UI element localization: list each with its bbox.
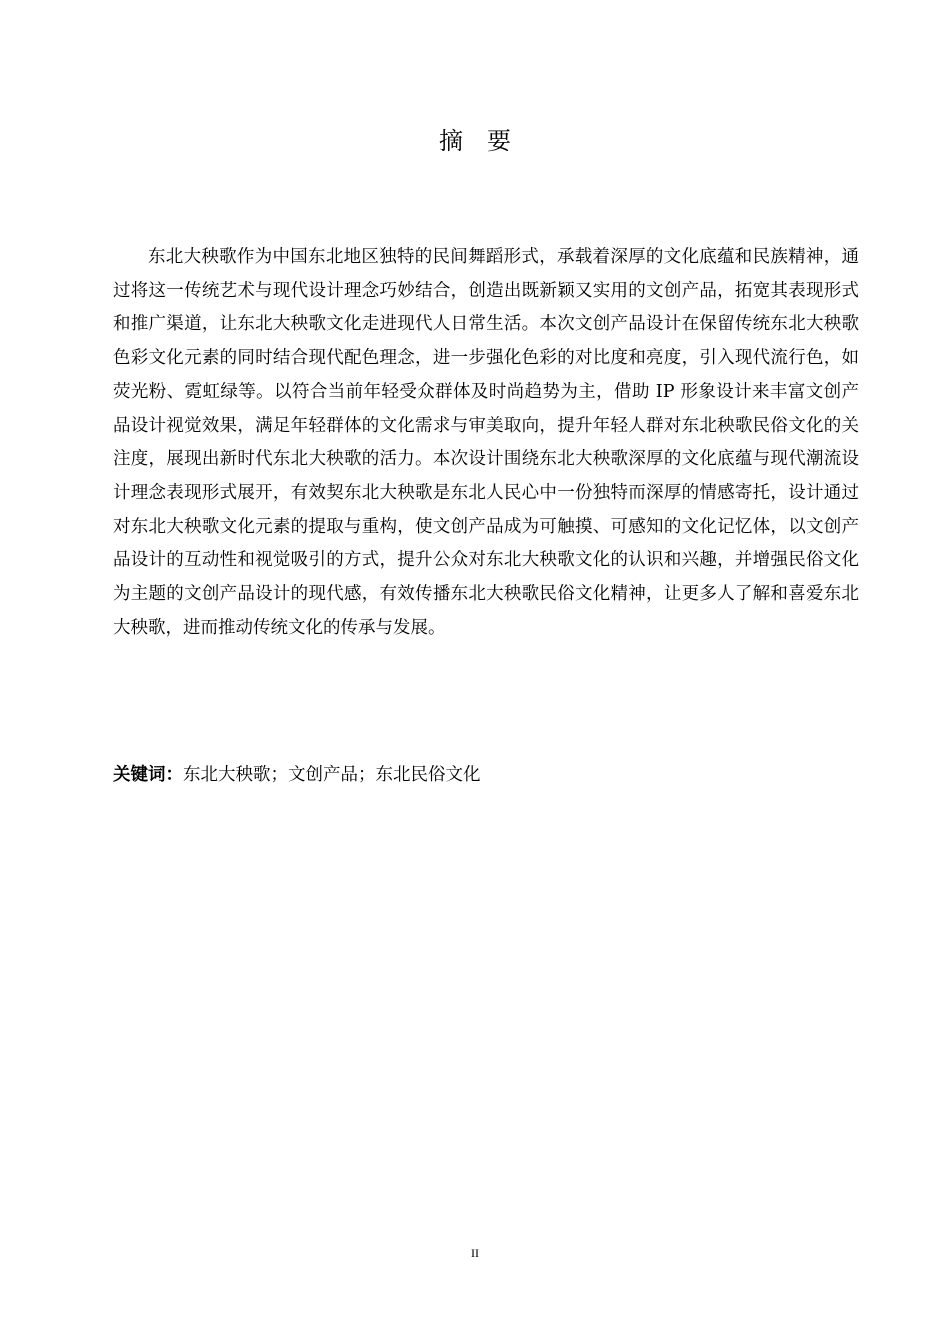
keywords-line: [113, 760, 859, 790]
page-title: 摘要: [439, 127, 535, 155]
keywords-label: 关键词：: [113, 765, 183, 785]
abstract-paragraph: 东北大秧歌作为中国东北地区独特的民间舞蹈形式，承载着深厚的文化底蕴和民族精神，通过将这一传统艺术与现代设计理念巧妙结合，创造出既新颖又实用的文创产品，拓宽其表现形式和推广渠道，让东北大秧歌文化走进现代人日常生活。本次文创产品设计在保留传统东北大秧歌色彩文化元素的同时结合现代配色理念，进一步强化色彩的对比度和亮度，引入现代流行色，如荧光粉、霓虹绿等。以符合当前年轻受众群体及时尚趋势为主，借助 IP 形象设计来丰富文创产品设计视觉效果，满足年轻群体的文化需求与审美取向，提升年轻人群对东北秧歌民俗文化的关注度，展现出新时代东北大秧歌的活力。本次设计围绕东北大秧歌深厚的文化底蕴与现代潮流设计理念表现形式展开，有效契东北大秧歌是东北人民心中一份独特而深厚的情感寄托，设计通过对东北大秧歌文化元素的提取与重构，使文创产品成为可触摸、可感知的文化记忆体，以文创产品设计的互动性和视觉吸引的方式，提升公众对东北大秧歌文化的认识和兴趣，并增强民俗文化为主题的文创产品设计的现代感，有效传播东北大秧歌民俗文化精神，让更多人了解和喜爱东北大秧歌，进而推动传统文化的传承与发展。: [113, 247, 859, 638]
page-number: II: [471, 1246, 479, 1260]
keywords-value: 东北大秧歌；文创产品；东北民俗文化: [183, 765, 481, 785]
